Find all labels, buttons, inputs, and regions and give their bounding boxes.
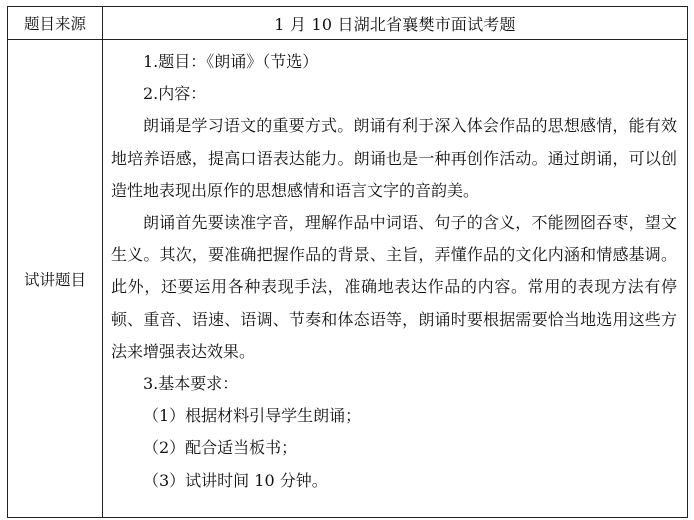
requirement-2: （2）配合适当板书； xyxy=(143,438,298,458)
item-content-heading: 2.内容： xyxy=(143,84,207,104)
requirement-3: （3）试讲时间 10 分钟。 xyxy=(143,470,328,490)
topic-label: 试讲题目 xyxy=(8,40,103,518)
paragraph-2: 朗诵首先要读准字音，理解作品中词语、句子的含义，不能囫囵吞枣，望文生义。其次，要准确把握作品的背景、主旨，弄懂作品的文化内涵和情感基调。此外，还要运用各种表现手法，准确地表达作品的内容。常用的表现方法有停顿、重音、语速、语调、节奏和体态语等，朗诵时要根据需要恰当地选用这些方法来增强表达效果。 xyxy=(111,213,677,361)
paragraph-1: 朗诵是学习语文的重要方式。朗诵有利于深入体会作品的思想感情，能有效地培养语感，提高口语表达能力。朗诵也是一种再创作活动。通过朗诵，可以创造性地表现出原作的思想感情和语言文字的音韵美。 xyxy=(111,116,677,200)
source-label: 题目来源 xyxy=(8,7,103,40)
topic-content xyxy=(103,40,688,518)
exam-table xyxy=(7,6,688,518)
requirement-1: （1）根据材料引导学生朗诵； xyxy=(143,406,362,426)
content-row xyxy=(8,40,688,518)
exam-title: 1 月 10 日湖北省襄樊市面试考题 xyxy=(103,7,688,40)
header-row xyxy=(8,7,688,40)
item-requirements-heading: 3.基本要求： xyxy=(143,374,239,394)
item-title: 1.题目：《朗诵》（节选） xyxy=(143,52,319,71)
